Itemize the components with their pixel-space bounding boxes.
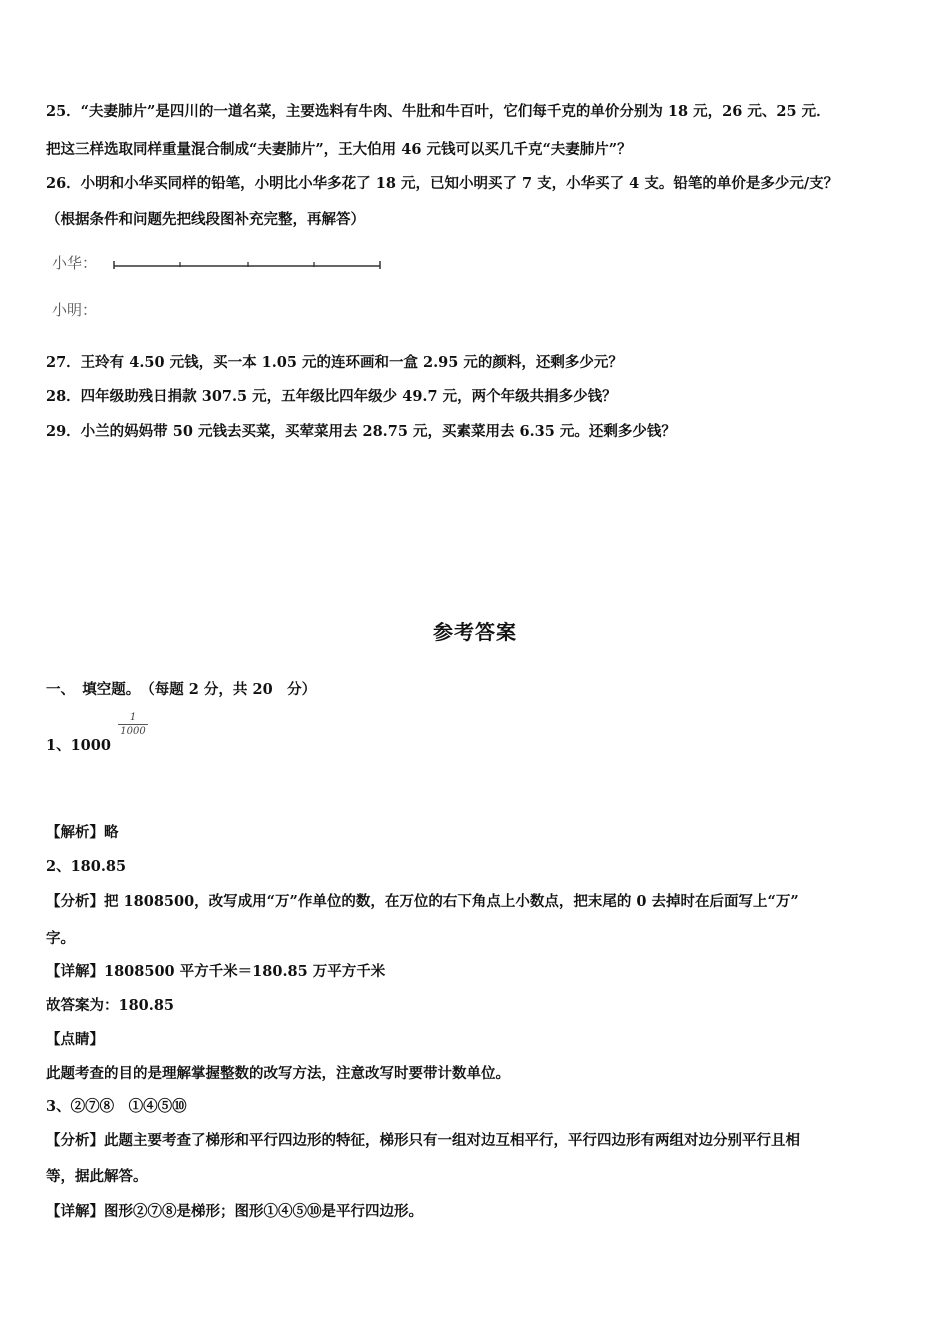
answer1-fraction: [118, 712, 148, 737]
answer1: 1、1000: [46, 737, 111, 754]
q25-line1: 25．“夫妻肺片”是四川的一道名菜，主要选料有牛肉、牛肚和牛百叶，它们每千克的单价分别为 18 元，26 元、25 元．: [46, 103, 831, 120]
q26-line2: （根据条件和问题先把线段图补充完整，再解答）: [46, 211, 365, 228]
q26-label-xiaohua: 小华：: [52, 254, 98, 272]
answer2: 2、180.85: [46, 858, 127, 875]
fraction-denominator: 1000: [120, 726, 146, 737]
answers-title: 参考答案: [433, 620, 517, 644]
fraction-numerator: 1: [129, 712, 137, 723]
answer2-dianjing-text: 此题考查的目的是理解掌握整数的改写方法，注意改写时要带计数单位。: [46, 1065, 510, 1082]
answer3-xiangjie: 【详解】图形②⑦⑧是梯形；图形①④⑤⑩是平行四边形。: [46, 1203, 423, 1220]
answer2-dianjing: 【点睛】: [46, 1031, 104, 1048]
fraction-bar: [118, 724, 148, 725]
answer3-fenxi-line2: 等，据此解答。: [46, 1168, 148, 1185]
answer2-result: 故答案为：180.85: [46, 997, 174, 1014]
q29: 29．小兰的妈妈带 50 元钱去买菜，买荤菜用去 28.75 元，买素菜用去 6.35 元。还剩多少钱？: [46, 423, 676, 440]
q26-segment-diagram: [108, 256, 388, 272]
answer2-fenxi-line2: 字。: [46, 930, 75, 947]
answer3-fenxi-line1: 【分析】此题主要考查了梯形和平行四边形的特征，梯形只有一组对边互相平行，平行四边形有两组对边分别平行且相: [46, 1132, 800, 1149]
answer3: 3、②⑦⑧ ①④⑤⑩: [46, 1098, 187, 1115]
q25-line2: 把这三样选取同样重量混合制成“夫妻肺片”，王大伯用 46 元钱可以买几千克“夫妻肺片”？: [46, 141, 632, 158]
q28: 28．四年级助残日捐款 307.5 元，五年级比四年级少 49.7 元，两个年级共捐多少钱？: [46, 388, 617, 405]
q26-label-xiaoming: 小明：: [52, 301, 98, 319]
answer2-xiangjie: 【详解】1808500 平方千米＝180.85 万平方千米: [46, 963, 386, 980]
section1-heading: 一、 填空题。 （每题 2 分，共 20 分）: [46, 681, 317, 698]
answer1-jiexi: 【解析】略: [46, 824, 119, 841]
q26-line1: 26．小明和小华买同样的铅笔，小明比小华多花了 18 元，已知小明买了 7 支，小华买了 4 支。铅笔的单价是多少元/支？: [46, 175, 839, 192]
answer2-fenxi-line1: 【分析】把 1808500，改写成用“万”作单位的数，在万位的右下角点上小数点，把末尾的 0 去掉时在后面写上“万”: [46, 893, 799, 910]
q27: 27．王玲有 4.50 元钱，买一本 1.05 元的连环画和一盒 2.95 元的颜料，还剩多少元？: [46, 354, 623, 371]
